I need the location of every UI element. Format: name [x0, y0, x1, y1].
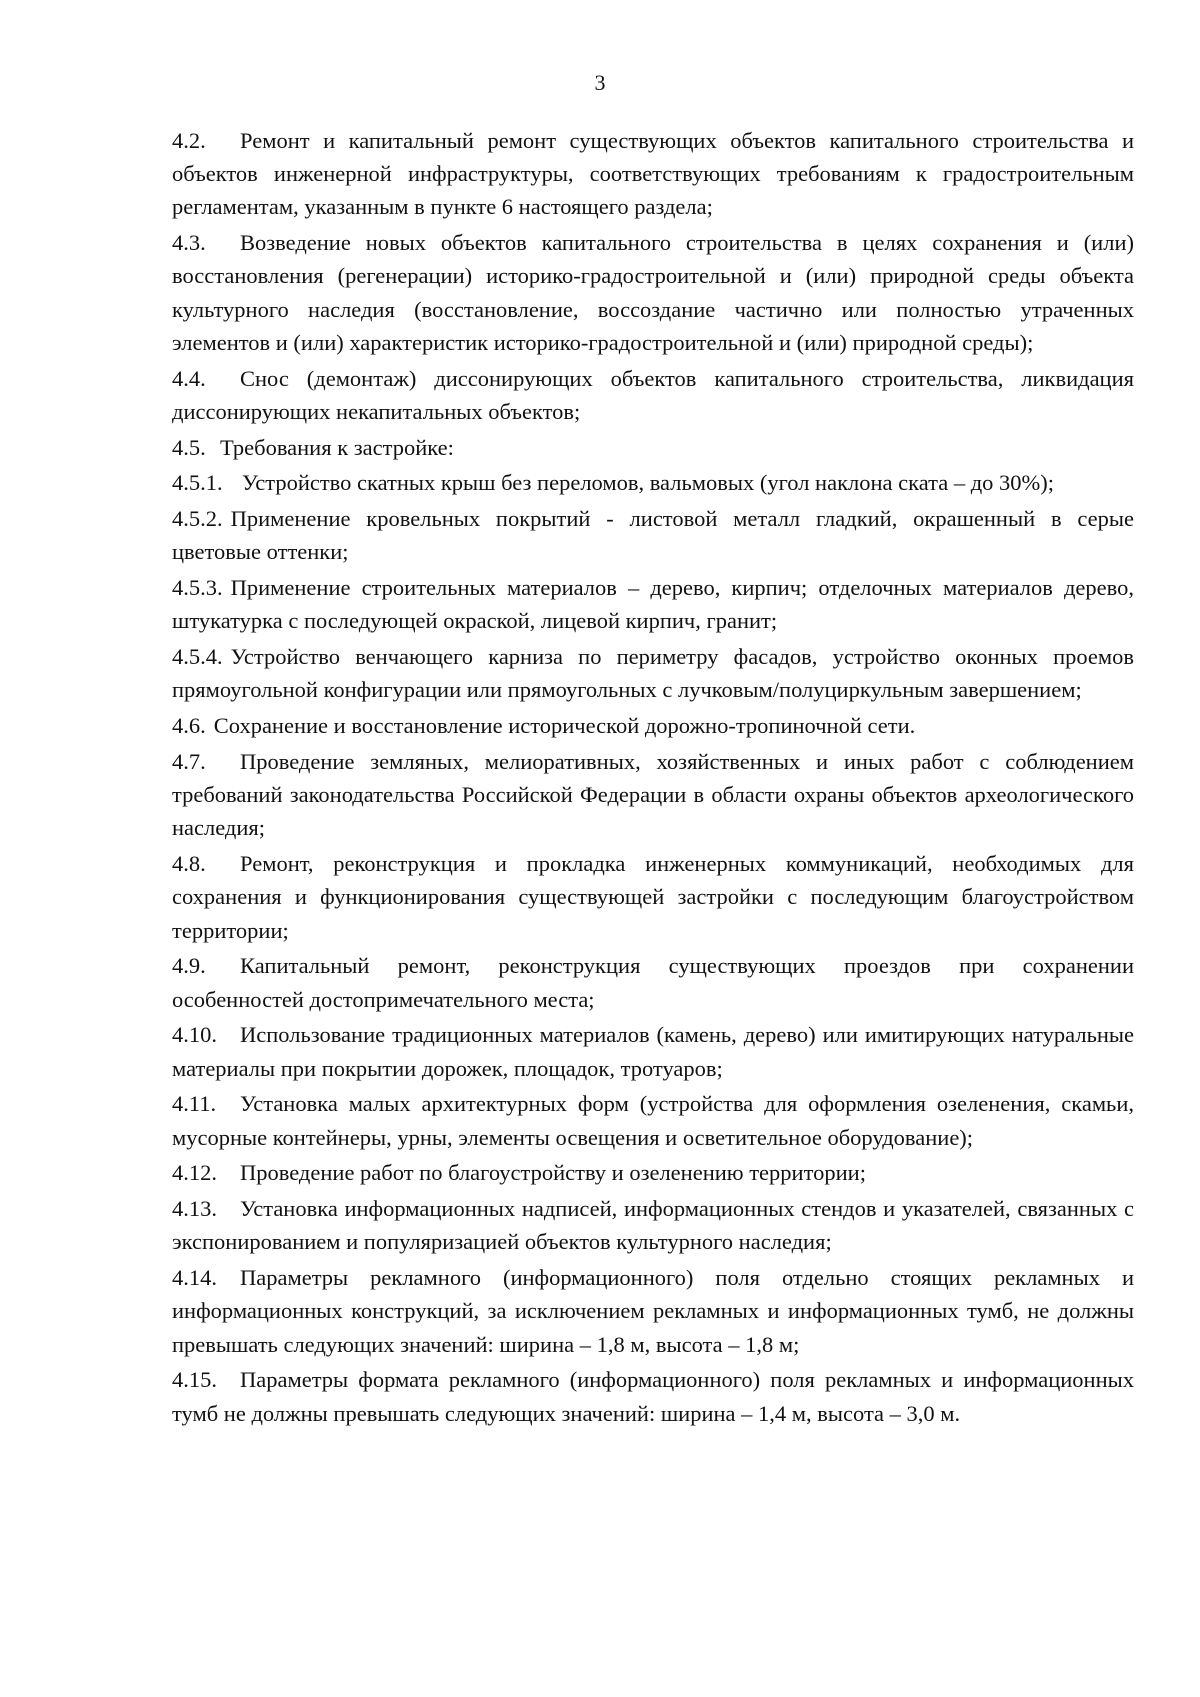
- clause-number: 4.5.3.: [172, 575, 223, 601]
- document-body: [172, 124, 1134, 1432]
- clause-text: Устройство венчающего карниза по периметру фасадов, устройство оконных проемов прямоугольной конфигурации или прямоугольных с лучковым/полуциркульным завершением;: [172, 644, 1134, 703]
- clause-text: Ремонт, реконструкция и прокладка инженерных коммуникаций, необходимых для сохранения и функционирования существующей застройки с последующим благоустройством территории;: [172, 851, 1134, 943]
- clause-4-5-3: [172, 571, 1134, 637]
- clause-4-15: [172, 1363, 1134, 1429]
- clause-number: 4.4.: [172, 365, 206, 391]
- clause-number: 4.2.: [172, 128, 206, 153]
- clause-4-14: [172, 1261, 1134, 1361]
- clause-number: 4.13.: [172, 1196, 217, 1222]
- clause-number: 4.3.: [172, 230, 206, 256]
- clause-text: Сохранение и восстановление исторической дорожно-тропиночной сети.: [213, 713, 916, 739]
- clause-text: Параметры рекламного (информационного) поля отдельно стоящих рекламных и информационных конструкций, за исключением рекламных и информационных тумб, не должны превышать следующих значений: ширина – 1,8 м, высота – 1,8 м;: [172, 1265, 1134, 1357]
- clause-4-12: [172, 1156, 1134, 1189]
- clause-4-5-1: [172, 466, 1134, 499]
- clause-4-13: [172, 1192, 1134, 1258]
- clause-number: 4.12.: [172, 1160, 217, 1186]
- clause-text: Устройство скатных крыш без переломов, вальмовых (угол наклона ската – до 30%);: [242, 470, 1055, 496]
- clause-number: 4.8.: [172, 851, 206, 877]
- clause-number: 4.7.: [172, 749, 206, 774]
- clause-text: Установка информационных надписей, информационных стендов и указателей, связанных с экспонированием и популяризацией объектов культурного наследия;: [172, 1196, 1134, 1255]
- clause-number: 4.11.: [172, 1091, 217, 1117]
- clause-4-3: [172, 226, 1134, 359]
- clause-number: 4.14.: [172, 1265, 217, 1291]
- clause-text: Проведение земляных, мелиоративных, хозяйственных и иных работ с соблюдением требований законодательства Российской Федерации в области охраны объектов археологического наследия;: [172, 749, 1134, 841]
- clause-text: Требования к застройке:: [220, 434, 454, 460]
- clause-text: Проведение работ по благоустройству и озеленению территории;: [240, 1160, 866, 1186]
- clause-number: 4.6.: [172, 713, 206, 739]
- clause-text: Применение кровельных покрытий - листовой металл гладкий, окрашенный в серые цветовые оттенки;: [172, 506, 1134, 565]
- clause-number: 4.10.: [172, 1022, 217, 1048]
- clause-text: Снос (демонтаж) диссонирующих объектов капитального строительства, ликвидация диссонирующих некапитальных объектов;: [172, 365, 1134, 424]
- clause-number: 4.9.: [172, 953, 206, 979]
- clause-number: 4.5.4.: [172, 644, 223, 670]
- clause-4-9: [172, 949, 1134, 1015]
- clause-4-4: [172, 362, 1134, 428]
- clause-text: Ремонт и капитальный ремонт существующих объектов капитального строительства и объектов инженерной инфраструктуры, соответствующих требованиям к градостроительным регламентам, указанным в пункте 6 настоящего раздела;: [172, 128, 1134, 220]
- clause-4-5-2: [172, 502, 1134, 568]
- clause-4-10: [172, 1018, 1134, 1084]
- clause-4-11: [172, 1087, 1134, 1153]
- clause-4-6: [172, 709, 1134, 742]
- clause-text: Применение строительных материалов – дерево, кирпич; отделочных материалов дерево, штукатурка с последующей окраской, лицевой кирпич, гранит;: [172, 575, 1134, 634]
- clause-text: Использование традиционных материалов (камень, дерево) или имитирующих натуральные материалы при покрытии дорожек, площадок, тротуаров;: [172, 1022, 1134, 1081]
- clause-number: 4.15.: [172, 1367, 217, 1393]
- clause-number: 4.5.: [172, 434, 206, 460]
- clause-text: Установка малых архитектурных форм (устройства для оформления озеленения, скамьи, мусорные контейнеры, урны, элементы освещения и осветительное оборудование);: [172, 1091, 1134, 1150]
- clause-4-5: [172, 431, 1134, 464]
- clause-4-2: [172, 124, 1134, 224]
- clause-4-7: [172, 745, 1134, 845]
- clause-text: Капитальный ремонт, реконструкция существующих проездов при сохранении особенностей достопримечательного места;: [172, 953, 1134, 1012]
- clause-4-8: [172, 847, 1134, 947]
- clause-4-5-4: [172, 640, 1134, 706]
- clause-text: Параметры формата рекламного (информационного) поля рекламных и информационных тумб не должны превышать следующих значений: ширина – 1,4 м, высота – 3,0 м.: [172, 1367, 1134, 1426]
- clause-number: 4.5.1.: [172, 470, 223, 496]
- clause-number: 4.5.2.: [172, 506, 223, 532]
- clause-text: Возведение новых объектов капитального строительства в целях сохранения и (или) восстановления (регенерации) историко-градостроительной и (или) природной среды объекта культурного наследия (восстановление, воссоздание частично или полностью утраченных элементов и (или) характеристик историко-градостроительной и (или) природной среды);: [172, 230, 1134, 355]
- page-number: 3: [594, 70, 606, 95]
